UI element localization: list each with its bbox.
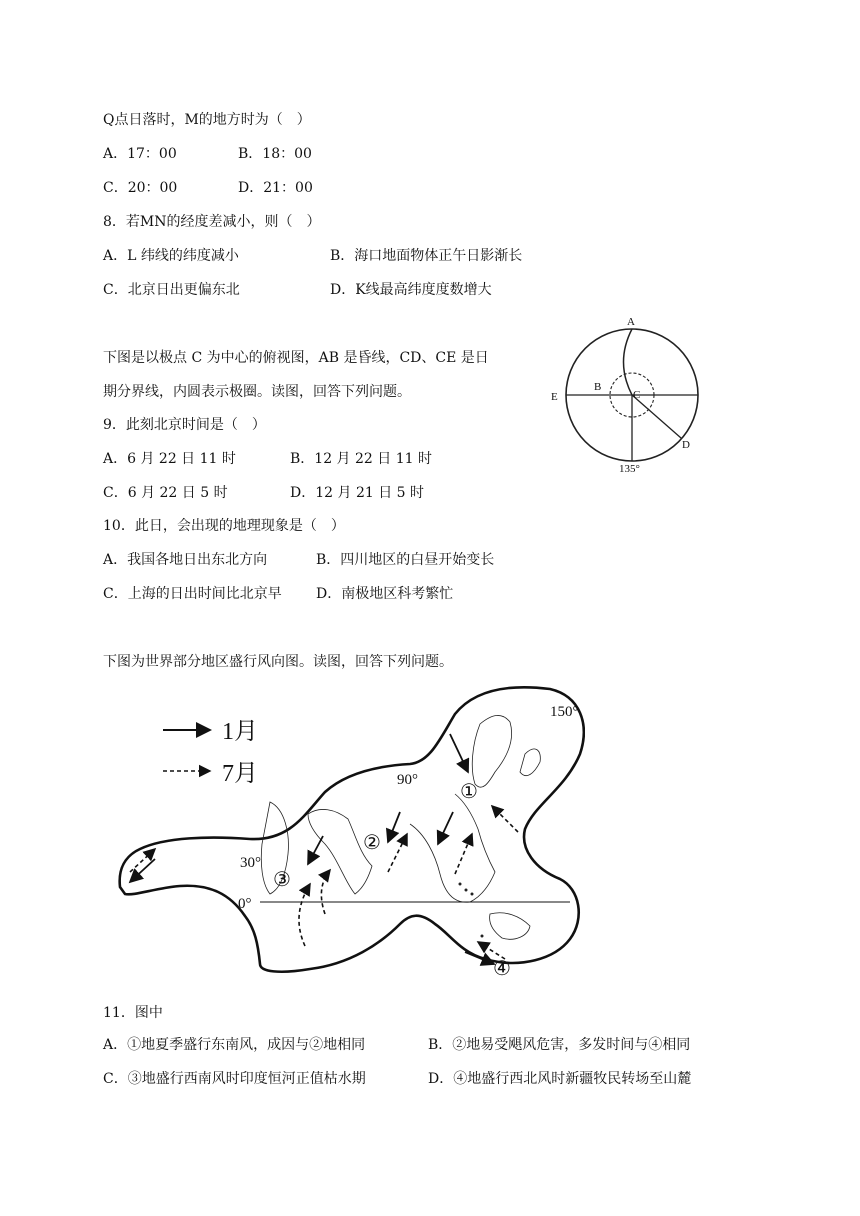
island-dot	[471, 893, 474, 896]
coastline-japan	[520, 749, 540, 776]
legend-jul-label: 7月	[222, 761, 258, 787]
q7-option-d: D．21：00	[238, 180, 313, 196]
q8-option-d: D．K线最高纬度度数增大	[330, 282, 492, 298]
jul-arrow-4	[455, 834, 472, 874]
jan-arrow-6	[130, 859, 155, 882]
jan-arrow-5	[465, 952, 494, 964]
intro-polar-line2: 期分界线，内圆表示极圈。读图，回答下列问题。	[103, 384, 411, 400]
jul-arrow-5	[492, 806, 518, 832]
q7-option-a: A．17：00	[103, 146, 177, 162]
island-dot	[465, 889, 468, 892]
label-c: C	[633, 389, 641, 401]
q10-option-b: B．四川地区的白昼开始变长	[316, 552, 495, 568]
lon-90-label: 90°	[397, 772, 418, 788]
island-dot	[481, 935, 484, 938]
mark-4: ④	[493, 958, 511, 980]
q8-stem: 8．若MN的经度差减小，则（ ）	[103, 214, 321, 230]
jul-arrow-2	[299, 884, 310, 946]
label-e: E	[551, 391, 558, 403]
jul-arrow-1	[321, 870, 330, 914]
jan-arrow-1	[450, 734, 468, 772]
island-dot	[459, 883, 462, 886]
q9-option-c: C．6 月 22 日 5 时	[103, 485, 228, 501]
jul-arrow-6	[478, 942, 505, 959]
label-a: A	[627, 316, 635, 328]
q7-option-c: C．20：00	[103, 180, 178, 196]
lat-0-label: 0°	[238, 896, 252, 912]
terminator-ab	[624, 329, 633, 395]
coastline-australia-north	[490, 913, 530, 940]
jan-arrow-3	[308, 836, 323, 864]
polar-view-figure	[545, 312, 720, 474]
lon-150-label: 150°	[550, 704, 579, 720]
q11-option-d: D．④地盛行西北风时新疆牧民转场至山麓	[428, 1071, 692, 1087]
q9-stem: 9．此刻北京时间是（ ）	[103, 417, 266, 433]
label-b: B	[594, 381, 602, 393]
intro-monsoon: 下图为世界部分地区盛行风向图。读图，回答下列问题。	[103, 654, 453, 670]
coastline-east-asia	[472, 715, 511, 787]
q10-stem: 10．此日，会出现的地理现象是（ ）	[103, 518, 345, 534]
q9-option-b: B．12 月 22 日 11 时	[290, 451, 432, 467]
label-d: D	[682, 439, 690, 451]
q7-stem: Q点日落时，M的地方时为（ ）	[103, 112, 311, 128]
jan-arrow-4	[438, 812, 453, 844]
q8-option-b: B．海口地面物体正午日影渐长	[330, 248, 523, 264]
q7-option-b: B．18：00	[238, 146, 312, 162]
jul-arrow-3	[388, 834, 407, 872]
q8-option-a: A．L 纬线的纬度减小	[103, 248, 239, 264]
q11-stem: 11．图中	[103, 1005, 163, 1021]
mark-1: ①	[460, 781, 478, 803]
q10-option-c: C．上海的日出时间比北京早	[103, 586, 282, 602]
q9-option-a: A．6 月 22 日 11 时	[103, 451, 236, 467]
legend-jan-label: 1月	[222, 719, 258, 745]
q10-option-a: A．我国各地日出东北方向	[103, 552, 268, 568]
lat-30-label: 30°	[240, 855, 261, 871]
mark-3: ③	[273, 869, 291, 891]
q8-option-c: C．北京日出更偏东北	[103, 282, 240, 298]
label-135: 135°	[619, 463, 640, 474]
intro-polar-line1: 下图是以极点 C 为中心的俯视图，AB 是昏线，CD、CE 是日	[103, 350, 489, 366]
q9-option-d: D．12 月 21 日 5 时	[290, 485, 425, 501]
q11-option-c: C．③地盛行西南风时印度恒河正值枯水期	[103, 1071, 366, 1087]
mark-2: ②	[363, 832, 381, 854]
q11-option-a: A．①地夏季盛行东南风，成因与②地相同	[103, 1037, 366, 1053]
jan-arrow-2	[388, 812, 400, 842]
q10-option-d: D．南极地区科考繁忙	[316, 586, 454, 602]
monsoon-map-figure	[110, 684, 585, 982]
date-line-cd	[632, 395, 681, 438]
q11-option-b: B．②地易受飓风危害，多发时间与④相同	[428, 1037, 691, 1053]
coastline-se-asia	[410, 794, 495, 902]
